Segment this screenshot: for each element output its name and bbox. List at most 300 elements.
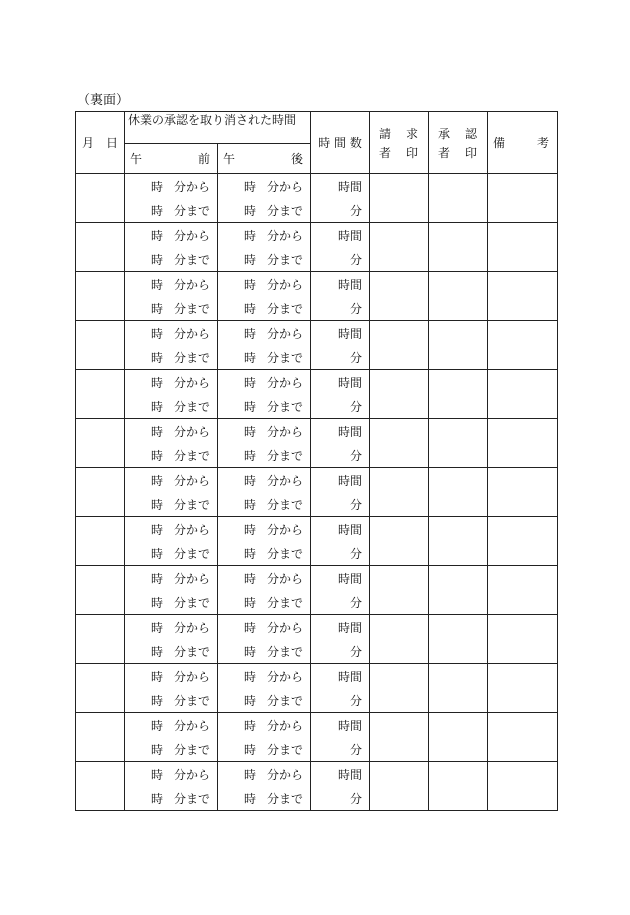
page-caption: （裏面）: [77, 93, 130, 108]
from-text: 分から: [173, 718, 210, 733]
hours-text: 時間: [338, 669, 363, 684]
am-from-line: [125, 321, 217, 345]
hour-unit: 時: [151, 179, 164, 194]
hour-unit: 時: [244, 473, 257, 488]
pm-until-line: [218, 688, 310, 712]
cancelled-time-title: 休業の承認を取り消された時間: [128, 113, 297, 127]
hour-unit: 時: [151, 326, 164, 341]
pm-from-line: [218, 272, 310, 296]
approver-seal-cell[interactable]: [429, 370, 488, 419]
date-cell[interactable]: [76, 223, 125, 272]
pm-from-line: [218, 419, 310, 443]
pm-time-cell[interactable]: [218, 223, 311, 272]
pm-time-cell[interactable]: [218, 370, 311, 419]
hour-unit: 時: [151, 277, 164, 292]
hour-unit: 時: [151, 718, 164, 733]
record-row: [76, 223, 558, 272]
approver-seal-cell[interactable]: [429, 174, 488, 223]
remarks-cell[interactable]: [488, 174, 558, 223]
pm-until-line: [218, 639, 310, 663]
pm-header: 午 後: [218, 144, 311, 174]
pm-until-line: [218, 247, 310, 271]
date-cell[interactable]: [76, 762, 125, 811]
hour-unit: 時: [151, 228, 164, 243]
requester-seal-cell[interactable]: [370, 468, 429, 517]
pm-from-line: [218, 615, 310, 639]
am-time-cell[interactable]: [125, 419, 218, 468]
hour-unit: 時: [244, 179, 257, 194]
hour-unit: 時: [151, 644, 164, 659]
am-until-line: [125, 639, 217, 663]
hours-cell[interactable]: [311, 517, 370, 566]
until-text: 分まで: [173, 497, 210, 512]
pm-until-line: [218, 198, 310, 222]
pm-from-line: [218, 370, 310, 394]
am-time-cell[interactable]: [125, 370, 218, 419]
minutes-text: 分: [350, 252, 363, 267]
am-from-line: [125, 517, 217, 541]
hour-unit: 時: [151, 522, 164, 537]
until-text: 分まで: [173, 252, 210, 267]
am-time-cell[interactable]: [125, 468, 218, 517]
hour-unit: 時: [151, 301, 164, 316]
hour-unit: 時: [151, 252, 164, 267]
hour-unit: 時: [244, 350, 257, 365]
hour-unit: 時: [244, 375, 257, 390]
record-row: [76, 468, 558, 517]
hour-unit: 時: [244, 203, 257, 218]
minutes-text: 分: [350, 742, 363, 757]
approver-seal-cell[interactable]: [429, 419, 488, 468]
pm-until-line: [218, 541, 310, 565]
hour-unit: 時: [244, 669, 257, 684]
hour-unit: 時: [244, 252, 257, 267]
hours-text: 時間: [338, 179, 363, 194]
hours-cell[interactable]: [311, 664, 370, 713]
approver-seal-cell[interactable]: [429, 762, 488, 811]
date-cell[interactable]: [76, 664, 125, 713]
approver-seal-cell[interactable]: [429, 713, 488, 762]
date-cell[interactable]: [76, 517, 125, 566]
hours-cell[interactable]: [311, 272, 370, 321]
am-until-line: [125, 443, 217, 467]
pm-time-cell[interactable]: [218, 272, 311, 321]
am-time-cell[interactable]: [125, 321, 218, 370]
approver-seal-cell[interactable]: [429, 615, 488, 664]
record-row: [76, 272, 558, 321]
am-from-line: [125, 174, 217, 198]
approver-seal-cell[interactable]: [429, 566, 488, 615]
minutes-text: 分: [350, 350, 363, 365]
pm-from-line: [218, 223, 310, 247]
until-text: 分まで: [267, 252, 304, 267]
am-from-line: [125, 615, 217, 639]
record-row: [76, 615, 558, 664]
approver-seal-cell[interactable]: [429, 223, 488, 272]
date-header: [76, 112, 125, 174]
date-cell[interactable]: [76, 419, 125, 468]
pm-from-line: [218, 321, 310, 345]
pm-from-line: [218, 713, 310, 737]
until-text: 分まで: [173, 203, 210, 218]
approver-seal-cell[interactable]: [429, 321, 488, 370]
from-text: 分から: [267, 620, 304, 635]
from-text: 分から: [173, 620, 210, 635]
am-time-cell[interactable]: [125, 566, 218, 615]
date-cell[interactable]: [76, 615, 125, 664]
remarks-cell[interactable]: [488, 664, 558, 713]
am-until-line: [125, 688, 217, 712]
date-cell[interactable]: [76, 174, 125, 223]
hours-text: 時間: [338, 571, 363, 586]
until-text: 分まで: [267, 693, 304, 708]
until-text: 分まで: [267, 203, 304, 218]
record-rows: [76, 174, 558, 811]
am-time-cell[interactable]: [125, 272, 218, 321]
hours-text: 時間: [338, 424, 363, 439]
hours-cell[interactable]: [311, 566, 370, 615]
remarks-cell[interactable]: [488, 468, 558, 517]
record-row: [76, 566, 558, 615]
until-text: 分まで: [267, 350, 304, 365]
requester-seal-cell[interactable]: [370, 272, 429, 321]
from-text: 分から: [267, 767, 304, 782]
remarks-cell[interactable]: [488, 370, 558, 419]
date-cell[interactable]: [76, 468, 125, 517]
from-text: 分から: [173, 228, 210, 243]
am-until-line: [125, 247, 217, 271]
until-text: 分まで: [267, 791, 304, 806]
am-from-line: [125, 762, 217, 786]
from-text: 分から: [267, 424, 304, 439]
pm-from-line: [218, 566, 310, 590]
am-from-line: [125, 272, 217, 296]
from-text: 分から: [267, 375, 304, 390]
until-text: 分まで: [173, 742, 210, 757]
from-text: 分から: [267, 179, 304, 194]
hour-unit: 時: [244, 424, 257, 439]
am-time-cell[interactable]: [125, 615, 218, 664]
hour-unit: 時: [151, 620, 164, 635]
date-cell[interactable]: [76, 370, 125, 419]
pm-until-line: [218, 786, 310, 810]
minutes-text: 分: [350, 791, 363, 806]
hour-unit: 時: [244, 620, 257, 635]
from-text: 分から: [267, 228, 304, 243]
am-until-line: [125, 198, 217, 222]
hours-cell[interactable]: [311, 321, 370, 370]
pm-time-cell[interactable]: [218, 762, 311, 811]
requester-seal-cell[interactable]: [370, 174, 429, 223]
pm-until-line: [218, 345, 310, 369]
remarks-cell[interactable]: [488, 321, 558, 370]
requester-seal-cell[interactable]: [370, 713, 429, 762]
minutes-text: 分: [350, 497, 363, 512]
hour-unit: 時: [151, 497, 164, 512]
hour-unit: 時: [151, 767, 164, 782]
record-row: [76, 174, 558, 223]
hours-text: 時間: [338, 620, 363, 635]
remarks-cell[interactable]: [488, 762, 558, 811]
until-text: 分まで: [173, 644, 210, 659]
am-time-cell[interactable]: [125, 174, 218, 223]
am-from-line: [125, 419, 217, 443]
hours-cell[interactable]: [311, 615, 370, 664]
hours-text: 時間: [338, 767, 363, 782]
day-label: 日: [105, 136, 118, 150]
until-text: 分まで: [267, 595, 304, 610]
hour-unit: 時: [244, 546, 257, 561]
am-until-line: [125, 492, 217, 516]
pm-until-line: [218, 443, 310, 467]
from-text: 分から: [173, 424, 210, 439]
until-text: 分まで: [173, 301, 210, 316]
remarks-cell[interactable]: [488, 517, 558, 566]
pm-from-line: [218, 468, 310, 492]
until-text: 分まで: [173, 350, 210, 365]
remarks-cell[interactable]: [488, 223, 558, 272]
pm-time-cell[interactable]: [218, 419, 311, 468]
am-until-line: [125, 786, 217, 810]
from-text: 分から: [173, 375, 210, 390]
requester-seal-cell[interactable]: [370, 517, 429, 566]
requester-seal-cell[interactable]: [370, 615, 429, 664]
approver-seal-cell[interactable]: [429, 517, 488, 566]
minutes-text: 分: [350, 546, 363, 561]
am-until-line: [125, 296, 217, 320]
from-text: 分から: [267, 669, 304, 684]
until-text: 分まで: [267, 448, 304, 463]
hours-text: 時間: [338, 473, 363, 488]
until-text: 分まで: [173, 693, 210, 708]
from-text: 分から: [173, 767, 210, 782]
date-cell[interactable]: [76, 713, 125, 762]
hour-unit: 時: [151, 203, 164, 218]
pm-time-cell[interactable]: [218, 664, 311, 713]
remarks-cell[interactable]: [488, 713, 558, 762]
from-text: 分から: [173, 473, 210, 488]
minutes-text: 分: [350, 203, 363, 218]
hours-text: 時間: [338, 522, 363, 537]
remarks-cell[interactable]: [488, 615, 558, 664]
hour-unit: 時: [151, 424, 164, 439]
until-text: 分まで: [173, 448, 210, 463]
hour-unit: 時: [244, 228, 257, 243]
minutes-text: 分: [350, 448, 363, 463]
hour-unit: 時: [244, 742, 257, 757]
am-from-line: [125, 713, 217, 737]
hours-text: 時間: [338, 375, 363, 390]
record-row: [76, 419, 558, 468]
pm-time-cell[interactable]: [218, 321, 311, 370]
hour-unit: 時: [151, 791, 164, 806]
until-text: 分まで: [267, 301, 304, 316]
hour-unit: 時: [244, 595, 257, 610]
pm-until-line: [218, 394, 310, 418]
hour-unit: 時: [244, 497, 257, 512]
pm-until-line: [218, 737, 310, 761]
cancelled-time-header: [125, 112, 311, 144]
hours-text: 時間: [338, 228, 363, 243]
am-from-line: [125, 566, 217, 590]
until-text: 分まで: [173, 399, 210, 414]
hour-unit: 時: [151, 448, 164, 463]
remarks-cell[interactable]: [488, 566, 558, 615]
am-time-cell[interactable]: [125, 713, 218, 762]
hour-unit: 時: [244, 718, 257, 733]
hour-unit: 時: [244, 326, 257, 341]
hour-unit: 時: [151, 473, 164, 488]
date-cell[interactable]: [76, 321, 125, 370]
pm-until-line: [218, 492, 310, 516]
pm-from-line: [218, 664, 310, 688]
hour-unit: 時: [151, 693, 164, 708]
month-label: 月: [82, 136, 95, 150]
until-text: 分まで: [173, 546, 210, 561]
am-header: 午 前: [125, 144, 218, 174]
hours-header: [311, 112, 370, 174]
pm-time-cell[interactable]: [218, 566, 311, 615]
pm-from-line: [218, 517, 310, 541]
remarks-header: 備 考: [488, 112, 558, 174]
record-row: [76, 762, 558, 811]
approver-seal-header: 承 認 者 印: [429, 112, 488, 174]
pm-time-cell[interactable]: [218, 615, 311, 664]
hour-unit: 時: [244, 448, 257, 463]
am-time-cell[interactable]: [125, 664, 218, 713]
hours-cell[interactable]: [311, 174, 370, 223]
record-row: [76, 321, 558, 370]
hours-label: 時 間 数: [318, 136, 362, 150]
hour-unit: 時: [244, 791, 257, 806]
cancelled-leave-record-table: [75, 111, 558, 811]
hours-cell[interactable]: [311, 468, 370, 517]
until-text: 分まで: [267, 546, 304, 561]
hour-unit: 時: [151, 546, 164, 561]
hour-unit: 時: [244, 399, 257, 414]
pm-from-line: [218, 174, 310, 198]
hour-unit: 時: [151, 571, 164, 586]
requester-seal-cell[interactable]: [370, 370, 429, 419]
approver-seal-cell[interactable]: [429, 272, 488, 321]
hour-unit: 時: [151, 595, 164, 610]
pm-until-line: [218, 296, 310, 320]
pm-until-line: [218, 590, 310, 614]
approver-seal-cell[interactable]: [429, 664, 488, 713]
pm-time-cell[interactable]: [218, 174, 311, 223]
from-text: 分から: [173, 571, 210, 586]
requester-seal-cell[interactable]: [370, 321, 429, 370]
record-row: [76, 517, 558, 566]
hours-cell[interactable]: [311, 419, 370, 468]
from-text: 分から: [267, 326, 304, 341]
hours-cell[interactable]: [311, 370, 370, 419]
hour-unit: 時: [244, 522, 257, 537]
date-cell[interactable]: [76, 566, 125, 615]
from-text: 分から: [173, 179, 210, 194]
from-text: 分から: [267, 571, 304, 586]
hour-unit: 時: [151, 399, 164, 414]
hour-unit: 時: [151, 742, 164, 757]
am-until-line: [125, 590, 217, 614]
am-until-line: [125, 394, 217, 418]
hours-cell[interactable]: [311, 223, 370, 272]
hours-cell[interactable]: [311, 762, 370, 811]
hour-unit: 時: [244, 693, 257, 708]
hour-unit: 時: [244, 277, 257, 292]
requester-seal-cell[interactable]: [370, 566, 429, 615]
minutes-text: 分: [350, 644, 363, 659]
from-text: 分から: [267, 718, 304, 733]
from-text: 分から: [173, 669, 210, 684]
record-row: [76, 370, 558, 419]
hours-text: 時間: [338, 326, 363, 341]
from-text: 分から: [173, 326, 210, 341]
hour-unit: 時: [151, 669, 164, 684]
from-text: 分から: [267, 473, 304, 488]
minutes-text: 分: [350, 301, 363, 316]
remarks-cell[interactable]: [488, 419, 558, 468]
from-text: 分から: [267, 277, 304, 292]
hour-unit: 時: [244, 767, 257, 782]
pm-from-line: [218, 762, 310, 786]
until-text: 分まで: [267, 497, 304, 512]
requester-seal-cell[interactable]: [370, 419, 429, 468]
requester-seal-header: 請 求 者 印: [370, 112, 429, 174]
record-row: [76, 664, 558, 713]
hours-cell[interactable]: [311, 713, 370, 762]
pm-time-cell[interactable]: [218, 468, 311, 517]
am-from-line: [125, 370, 217, 394]
am-time-cell[interactable]: [125, 223, 218, 272]
minutes-text: 分: [350, 595, 363, 610]
minutes-text: 分: [350, 399, 363, 414]
minutes-text: 分: [350, 693, 363, 708]
hours-text: 時間: [338, 718, 363, 733]
until-text: 分まで: [267, 742, 304, 757]
hour-unit: 時: [244, 644, 257, 659]
pm-time-cell[interactable]: [218, 517, 311, 566]
from-text: 分から: [267, 522, 304, 537]
from-text: 分から: [173, 522, 210, 537]
approver-seal-cell[interactable]: [429, 468, 488, 517]
until-text: 分まで: [267, 644, 304, 659]
requester-seal-cell[interactable]: [370, 664, 429, 713]
am-until-line: [125, 541, 217, 565]
am-from-line: [125, 664, 217, 688]
am-time-cell[interactable]: [125, 517, 218, 566]
hours-text: 時間: [338, 277, 363, 292]
am-until-line: [125, 737, 217, 761]
requester-seal-cell[interactable]: [370, 223, 429, 272]
hour-unit: 時: [151, 350, 164, 365]
am-until-line: [125, 345, 217, 369]
requester-seal-cell[interactable]: [370, 762, 429, 811]
pm-time-cell[interactable]: [218, 713, 311, 762]
hour-unit: 時: [244, 301, 257, 316]
am-from-line: [125, 468, 217, 492]
until-text: 分まで: [173, 595, 210, 610]
from-text: 分から: [173, 277, 210, 292]
until-text: 分まで: [267, 399, 304, 414]
until-text: 分まで: [173, 791, 210, 806]
date-cell[interactable]: [76, 272, 125, 321]
am-time-cell[interactable]: [125, 762, 218, 811]
remarks-cell[interactable]: [488, 272, 558, 321]
am-from-line: [125, 223, 217, 247]
hour-unit: 時: [151, 375, 164, 390]
record-row: [76, 713, 558, 762]
